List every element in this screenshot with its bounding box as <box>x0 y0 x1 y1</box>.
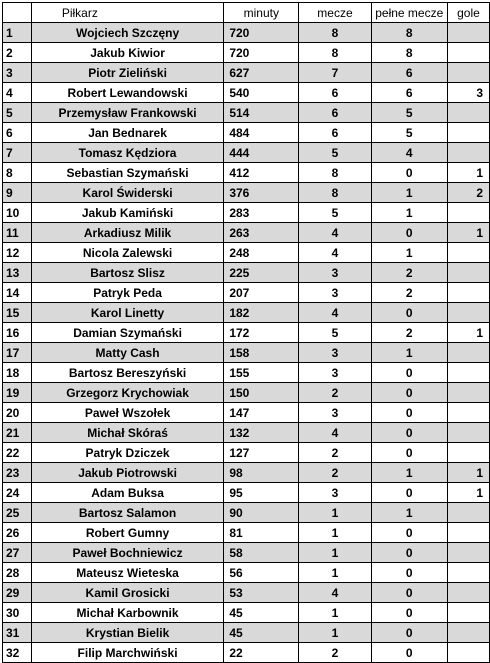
cell-goals <box>447 403 489 423</box>
cell-matches: 1 <box>299 603 371 623</box>
cell-player-name: Wojciech Szczęny <box>31 23 224 43</box>
cell-goals: 3 <box>447 83 489 103</box>
cell-minutes: 132 <box>224 423 299 443</box>
cell-matches: 7 <box>299 63 371 83</box>
header-row <box>3 3 490 23</box>
cell-lp: 29 <box>3 583 32 603</box>
cell-minutes: 45 <box>224 623 299 643</box>
table-row <box>3 583 490 603</box>
cell-goals: 1 <box>447 163 489 183</box>
cell-matches: 4 <box>299 303 371 323</box>
table-row <box>3 363 490 383</box>
cell-matches: 3 <box>299 263 371 283</box>
cell-goals: 1 <box>447 463 489 483</box>
table-row <box>3 123 490 143</box>
cell-full-matches: 1 <box>371 463 447 483</box>
cell-minutes: 263 <box>224 223 299 243</box>
cell-matches: 3 <box>299 343 371 363</box>
header-minuty: minuty <box>224 3 299 23</box>
cell-minutes: 376 <box>224 183 299 203</box>
table-row <box>3 63 490 83</box>
cell-full-matches: 8 <box>371 23 447 43</box>
cell-goals <box>447 643 489 663</box>
cell-full-matches: 0 <box>371 223 447 243</box>
cell-player-name: Bartosz Salamon <box>31 503 224 523</box>
cell-goals <box>447 543 489 563</box>
table-row <box>3 383 490 403</box>
cell-lp: 17 <box>3 343 32 363</box>
cell-minutes: 90 <box>224 503 299 523</box>
cell-lp: 12 <box>3 243 32 263</box>
cell-goals <box>447 423 489 443</box>
cell-lp: 19 <box>3 383 32 403</box>
cell-goals <box>447 243 489 263</box>
cell-player-name: Jakub Piotrowski <box>31 463 224 483</box>
cell-lp: 13 <box>3 263 32 283</box>
cell-matches: 1 <box>299 563 371 583</box>
cell-lp: 25 <box>3 503 32 523</box>
cell-player-name: Bartosz Slisz <box>31 263 224 283</box>
table-row <box>3 283 490 303</box>
cell-goals: 1 <box>447 323 489 343</box>
table-row <box>3 143 490 163</box>
cell-lp: 23 <box>3 463 32 483</box>
cell-lp: 26 <box>3 523 32 543</box>
cell-player-name: Filip Marchwiński <box>31 643 224 663</box>
cell-minutes: 22 <box>224 643 299 663</box>
cell-minutes: 127 <box>224 443 299 463</box>
table-row <box>3 163 490 183</box>
cell-goals <box>447 523 489 543</box>
cell-lp: 30 <box>3 603 32 623</box>
cell-goals: 1 <box>447 223 489 243</box>
cell-full-matches: 2 <box>371 263 447 283</box>
cell-minutes: 56 <box>224 563 299 583</box>
cell-goals <box>447 203 489 223</box>
cell-player-name: Piotr Zieliński <box>31 63 224 83</box>
table-row <box>3 83 490 103</box>
cell-matches: 6 <box>299 103 371 123</box>
cell-matches: 1 <box>299 543 371 563</box>
table-row <box>3 303 490 323</box>
cell-matches: 6 <box>299 123 371 143</box>
cell-full-matches: 0 <box>371 363 447 383</box>
cell-full-matches: 0 <box>371 403 447 423</box>
cell-full-matches: 0 <box>371 423 447 443</box>
cell-matches: 3 <box>299 283 371 303</box>
cell-goals <box>447 503 489 523</box>
cell-goals <box>447 623 489 643</box>
cell-player-name: Kamil Grosicki <box>31 583 224 603</box>
cell-player-name: Robert Lewandowski <box>31 83 224 103</box>
cell-minutes: 283 <box>224 203 299 223</box>
cell-full-matches: 1 <box>371 183 447 203</box>
cell-player-name: Jakub Kamiński <box>31 203 224 223</box>
table-row <box>3 103 490 123</box>
table-row <box>3 343 490 363</box>
cell-full-matches: 0 <box>371 583 447 603</box>
cell-player-name: Paweł Bochniewicz <box>31 543 224 563</box>
cell-lp: 4 <box>3 83 32 103</box>
cell-lp: 3 <box>3 63 32 83</box>
cell-minutes: 53 <box>224 583 299 603</box>
table-row <box>3 563 490 583</box>
cell-minutes: 412 <box>224 163 299 183</box>
cell-player-name: Arkadiusz Milik <box>31 223 224 243</box>
cell-lp: 7 <box>3 143 32 163</box>
cell-minutes: 720 <box>224 43 299 63</box>
table-row <box>3 483 490 503</box>
cell-player-name: Adam Buksa <box>31 483 224 503</box>
cell-minutes: 172 <box>224 323 299 343</box>
cell-minutes: 45 <box>224 603 299 623</box>
cell-player-name: Bartosz Bereszyński <box>31 363 224 383</box>
cell-minutes: 58 <box>224 543 299 563</box>
cell-player-name: Robert Gumny <box>31 523 224 543</box>
cell-goals <box>447 263 489 283</box>
cell-player-name: Nicola Zalewski <box>31 243 224 263</box>
cell-full-matches: 0 <box>371 163 447 183</box>
cell-full-matches: 1 <box>371 203 447 223</box>
cell-full-matches: 0 <box>371 383 447 403</box>
cell-goals <box>447 303 489 323</box>
cell-player-name: Paweł Wszołek <box>31 403 224 423</box>
cell-full-matches: 0 <box>371 623 447 643</box>
header-lp <box>3 3 32 23</box>
cell-matches: 6 <box>299 83 371 103</box>
cell-player-name: Patryk Dziczek <box>31 443 224 463</box>
cell-goals: 1 <box>447 483 489 503</box>
cell-full-matches: 2 <box>371 323 447 343</box>
cell-goals <box>447 123 489 143</box>
player-stats-sheet <box>2 2 490 663</box>
cell-goals <box>447 603 489 623</box>
cell-lp: 5 <box>3 103 32 123</box>
table-row <box>3 223 490 243</box>
cell-goals <box>447 63 489 83</box>
cell-goals: 2 <box>447 183 489 203</box>
cell-player-name: Karol Linetty <box>31 303 224 323</box>
cell-player-name: Jan Bednarek <box>31 123 224 143</box>
cell-matches: 8 <box>299 163 371 183</box>
cell-minutes: 158 <box>224 343 299 363</box>
table-row <box>3 443 490 463</box>
cell-player-name: Grzegorz Krychowiak <box>31 383 224 403</box>
table-row <box>3 323 490 343</box>
cell-goals <box>447 583 489 603</box>
cell-minutes: 95 <box>224 483 299 503</box>
cell-lp: 11 <box>3 223 32 243</box>
cell-lp: 2 <box>3 43 32 63</box>
cell-matches: 1 <box>299 523 371 543</box>
cell-goals <box>447 443 489 463</box>
cell-minutes: 150 <box>224 383 299 403</box>
cell-lp: 9 <box>3 183 32 203</box>
cell-lp: 8 <box>3 163 32 183</box>
cell-player-name: Mateusz Wieteska <box>31 563 224 583</box>
table-row <box>3 243 490 263</box>
cell-lp: 15 <box>3 303 32 323</box>
cell-lp: 6 <box>3 123 32 143</box>
table-row <box>3 23 490 43</box>
cell-full-matches: 0 <box>371 303 447 323</box>
cell-matches: 2 <box>299 383 371 403</box>
cell-matches: 2 <box>299 643 371 663</box>
cell-player-name: Matty Cash <box>31 343 224 363</box>
cell-matches: 2 <box>299 463 371 483</box>
cell-player-name: Patryk Peda <box>31 283 224 303</box>
cell-player-name: Michał Skóraś <box>31 423 224 443</box>
table-row <box>3 603 490 623</box>
cell-matches: 8 <box>299 23 371 43</box>
cell-minutes: 81 <box>224 523 299 543</box>
cell-matches: 4 <box>299 243 371 263</box>
cell-goals <box>447 383 489 403</box>
cell-minutes: 484 <box>224 123 299 143</box>
table-row <box>3 623 490 643</box>
cell-matches: 8 <box>299 183 371 203</box>
cell-full-matches: 5 <box>371 123 447 143</box>
cell-lp: 31 <box>3 623 32 643</box>
cell-player-name: Karol Świderski <box>31 183 224 203</box>
cell-full-matches: 0 <box>371 563 447 583</box>
cell-player-name: Przemysław Frankowski <box>31 103 224 123</box>
cell-matches: 5 <box>299 323 371 343</box>
cell-full-matches: 5 <box>371 103 447 123</box>
cell-lp: 24 <box>3 483 32 503</box>
cell-minutes: 207 <box>224 283 299 303</box>
table-row <box>3 423 490 443</box>
cell-matches: 1 <box>299 503 371 523</box>
cell-goals <box>447 43 489 63</box>
cell-lp: 18 <box>3 363 32 383</box>
table-row <box>3 263 490 283</box>
header-mecze: mecze <box>299 3 371 23</box>
table-row <box>3 203 490 223</box>
table-row <box>3 503 490 523</box>
cell-minutes: 444 <box>224 143 299 163</box>
cell-lp: 10 <box>3 203 32 223</box>
cell-matches: 4 <box>299 423 371 443</box>
cell-full-matches: 2 <box>371 283 447 303</box>
cell-lp: 1 <box>3 23 32 43</box>
cell-goals <box>447 343 489 363</box>
cell-goals <box>447 283 489 303</box>
table-row <box>3 43 490 63</box>
cell-player-name: Jakub Kiwior <box>31 43 224 63</box>
cell-minutes: 155 <box>224 363 299 383</box>
cell-minutes: 514 <box>224 103 299 123</box>
cell-player-name: Krystian Bielik <box>31 623 224 643</box>
table-body <box>3 23 490 663</box>
player-stats-table <box>2 2 490 663</box>
table-row <box>3 183 490 203</box>
cell-lp: 22 <box>3 443 32 463</box>
cell-full-matches: 6 <box>371 83 447 103</box>
cell-full-matches: 6 <box>371 63 447 83</box>
cell-full-matches: 4 <box>371 143 447 163</box>
cell-goals <box>447 103 489 123</box>
cell-lp: 21 <box>3 423 32 443</box>
header-pelne-mecze: pełne mecze <box>371 3 447 23</box>
cell-matches: 4 <box>299 223 371 243</box>
cell-minutes: 627 <box>224 63 299 83</box>
table-row <box>3 543 490 563</box>
cell-full-matches: 1 <box>371 243 447 263</box>
cell-lp: 20 <box>3 403 32 423</box>
cell-player-name: Damian Szymański <box>31 323 224 343</box>
cell-lp: 14 <box>3 283 32 303</box>
table-row <box>3 643 490 663</box>
cell-matches: 5 <box>299 143 371 163</box>
cell-full-matches: 0 <box>371 443 447 463</box>
cell-matches: 3 <box>299 363 371 383</box>
cell-matches: 5 <box>299 203 371 223</box>
cell-lp: 16 <box>3 323 32 343</box>
cell-minutes: 98 <box>224 463 299 483</box>
cell-goals <box>447 363 489 383</box>
header-pilkarz: Piłkarz <box>31 3 224 23</box>
cell-minutes: 720 <box>224 23 299 43</box>
cell-full-matches: 0 <box>371 543 447 563</box>
cell-lp: 28 <box>3 563 32 583</box>
cell-minutes: 225 <box>224 263 299 283</box>
cell-full-matches: 0 <box>371 643 447 663</box>
cell-goals <box>447 23 489 43</box>
cell-matches: 4 <box>299 583 371 603</box>
cell-matches: 3 <box>299 403 371 423</box>
cell-matches: 2 <box>299 443 371 463</box>
cell-goals <box>447 563 489 583</box>
cell-minutes: 182 <box>224 303 299 323</box>
cell-full-matches: 0 <box>371 523 447 543</box>
cell-minutes: 540 <box>224 83 299 103</box>
cell-matches: 3 <box>299 483 371 503</box>
cell-minutes: 248 <box>224 243 299 263</box>
table-row <box>3 523 490 543</box>
cell-player-name: Michał Karbownik <box>31 603 224 623</box>
cell-matches: 1 <box>299 623 371 643</box>
cell-full-matches: 1 <box>371 343 447 363</box>
table-row <box>3 463 490 483</box>
cell-goals <box>447 143 489 163</box>
cell-matches: 8 <box>299 43 371 63</box>
header-gole: gole <box>447 3 489 23</box>
cell-player-name: Tomasz Kędziora <box>31 143 224 163</box>
cell-player-name: Sebastian Szymański <box>31 163 224 183</box>
cell-lp: 32 <box>3 643 32 663</box>
table-row <box>3 403 490 423</box>
cell-full-matches: 0 <box>371 483 447 503</box>
cell-lp: 27 <box>3 543 32 563</box>
cell-full-matches: 8 <box>371 43 447 63</box>
cell-full-matches: 0 <box>371 603 447 623</box>
cell-minutes: 147 <box>224 403 299 423</box>
cell-full-matches: 1 <box>371 503 447 523</box>
